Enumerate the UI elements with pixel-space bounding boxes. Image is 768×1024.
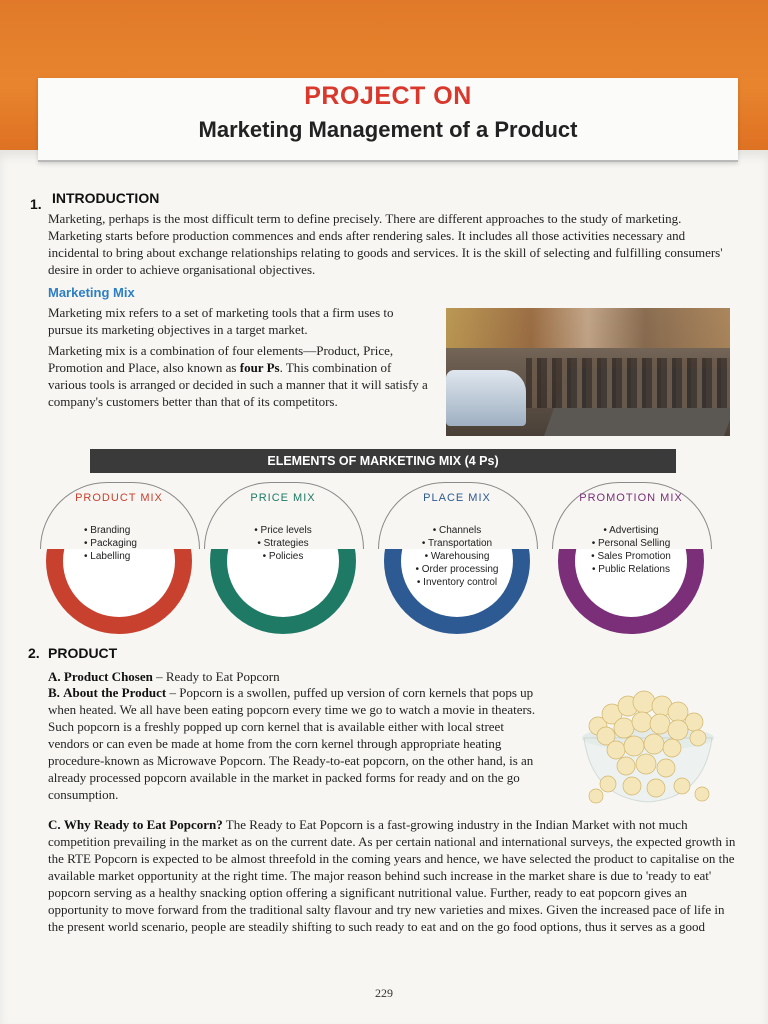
product-mix-ring [46, 488, 192, 634]
promotion-mix-ring [558, 488, 704, 634]
item-c: C. Why Ready to Eat Popcorn? The Ready to Eat Popcorn is a fast-growing industry in the Indian Market with not much competition prevailing in the market as on the current date. As per certain national and international surveys, the expected growth in the RTE Popcorn is expected to be almost threefold in the coming years and hence, we have selected the product to capitalise on the available market opportunity at the right time. The major reason behind such increase in the market share is due to 'ready to eat' popcorn serving as a healthy snacking option offering a significant nutritional value. Further, ready to eat popcorn gives an opportunity to move forward from the traditional salty flavour and try new varieties and mixes. Given the increased pace of life in the present world scenario, people are steadily shifting to such ready to eat and on the go food options, thus it serves as a good [48, 817, 736, 934]
page-title-line1: PROJECT ON [304, 82, 472, 110]
introduction-paragraph: Marketing, perhaps is the most difficult term to define precisely. There are different approaches to the study of marketing. Marketing starts before production commences and ends after rendering sales. It includes all those activities necessary and incidental to bring about exchange relationships relating to goods and services. It is the skill of selecting and fulfilling consumers' desire in order to achieve organisational objectives. [48, 211, 723, 277]
promotion-mix-label: PROMOTION MIX [579, 492, 683, 504]
page-number: 229 [375, 986, 393, 1000]
product-mix-label: PRODUCT MIX [75, 492, 163, 504]
street-market-photo [446, 308, 730, 436]
marketing-mix-paragraph-2: Marketing mix is a combination of four elements—Product, Price, Promotion and Place, also known as four Ps. This combination of various tools is arranged or decided in such a manner that it will satisfy a company's customers better than that of its competitors. [48, 343, 428, 409]
title-box [38, 78, 738, 162]
price-mix-label: PRICE MIX [250, 492, 316, 504]
product-mix-items: • Branding • Packaging • Labelling [84, 525, 137, 562]
marketing-mix-banner: ELEMENTS OF MARKETING MIX (4 Ps) [90, 449, 676, 473]
promotion-mix-items: • Advertising • Personal Selling • Sales Promotion • Public Relations [591, 525, 671, 575]
marketing-mix-paragraph-1: Marketing mix refers to a set of marketing tools that a firm uses to pursue its marketing objectives in a target market. [48, 305, 394, 337]
section2-number: 2. [28, 645, 40, 661]
item-a: A. Product Chosen – Ready to Eat Popcorn [48, 669, 280, 684]
page-title-line2: Marketing Management of a Product [198, 117, 578, 142]
item-b: B. About the Product – Popcorn is a swollen, puffed up version of corn kernels that pops up when heated. We all have been eating popcorn every time we go to watch a movie in theaters. Such popcorn is a freshly popped up corn kernel that is available either with local street vendors or can even be made at home from the corn kernel through appropriate heating procedure-known as Microwave Popcorn. The Ready-to-eat popcorn, on the other hand, is an already processed popcorn available in the market in packed forms for ready and on the go consumption. [48, 685, 536, 802]
section2-heading: PRODUCT [48, 645, 118, 661]
section1-number: 1. [30, 196, 42, 212]
price-mix-items: • Price levels • Strategies • Policies [254, 525, 312, 562]
place-mix-label: PLACE MIX [423, 492, 491, 504]
price-mix-ring [210, 488, 356, 634]
popcorn-bowl-image [578, 688, 718, 810]
place-mix-ring [384, 488, 530, 634]
place-mix-items: • Channels • Transportation • Warehousing • Order processing • Inventory control [415, 525, 499, 588]
section1-heading: INTRODUCTION [52, 190, 160, 206]
marketing-mix-subheading: Marketing Mix [48, 285, 135, 300]
four-ps-emphasis: four Ps [239, 360, 280, 375]
